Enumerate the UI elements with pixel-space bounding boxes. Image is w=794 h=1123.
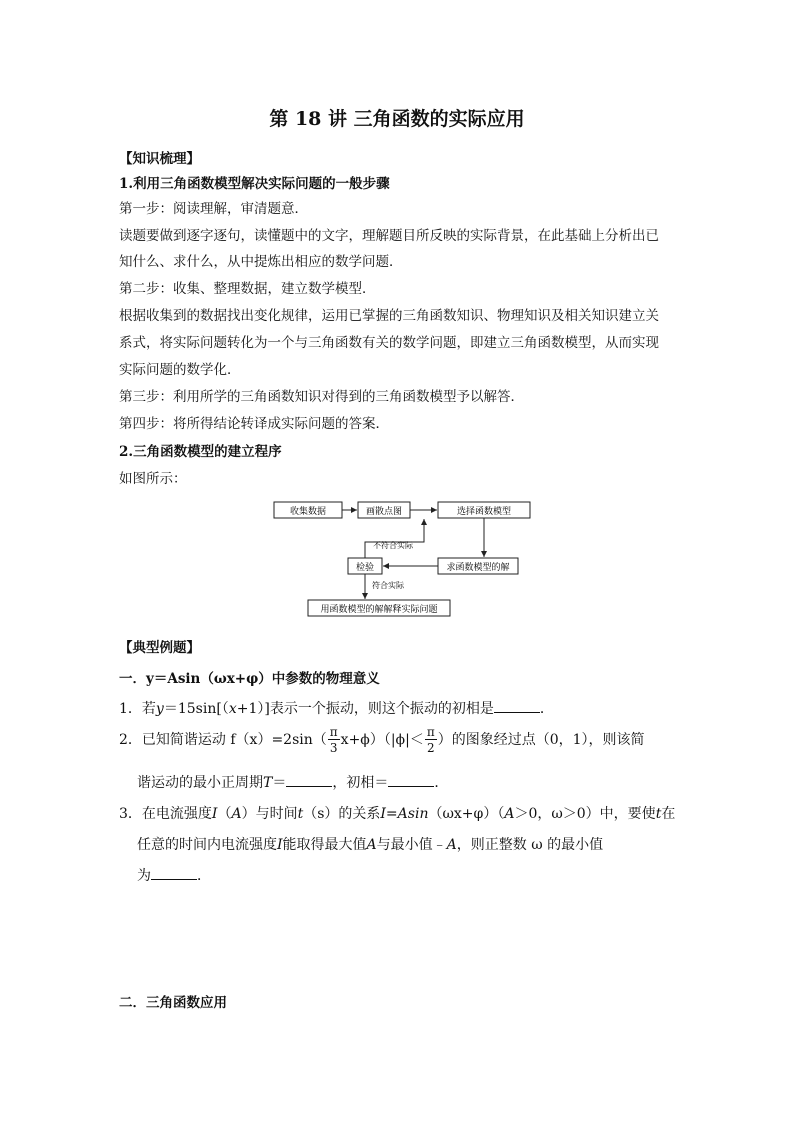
box-solve-model-label: 求函数模型的解 — [446, 563, 510, 573]
box-scatter-plot-label: 画散点图 — [365, 507, 403, 517]
question-2-line-2: 谐运动的最小正周期T＝ ，初相＝ ． — [137, 775, 449, 791]
knowledge-line: 知什么、求什么，从中提炼出相应的数学问题． — [119, 254, 403, 270]
box-explain-label: 用函数模型的解解释实际问题 — [320, 605, 438, 615]
box-choose-model-label: 选择函数模型 — [456, 507, 512, 517]
examples-part2-heading: 二．三角函数应用 — [119, 995, 227, 1011]
page-title: 第 18 讲 三角函数的实际应用 — [269, 108, 525, 130]
examples-part1-heading: 一．y＝Asin（ωx+φ）中参数的物理意义 — [119, 671, 380, 687]
flowchart — [260, 492, 550, 624]
fraction-pi-over-3: $\frac{\pi}{3}$ — [329, 725, 338, 755]
box-collect-data-label: 收集数据 — [289, 507, 327, 517]
knowledge-subheading-2: 2.三角函数模型的建立程序 — [119, 444, 282, 460]
knowledge-line: 第二步：收集、整理数据，建立数学模型． — [119, 281, 376, 297]
knowledge-line: 根据收集到的数据找出变化规律，运用已掌握的三角函数知识、物理知识及相关知识建立关 — [119, 308, 659, 324]
answer-blank — [388, 774, 434, 787]
knowledge-line: 第一步：阅读理解，审清题意． — [119, 201, 308, 217]
fraction-pi-over-2: $\frac{\pi}{2}$ — [426, 725, 435, 755]
label-not-fit: 不符合实际 — [373, 541, 413, 550]
question-2: 2．已知简谐运动 f（x）=2sin（ $\frac{\pi}{3}$ x+ϕ）（|ϕ|＜ $\frac{\pi}{2}$ ）的图象经过点（0，1），则该简 — [119, 725, 645, 755]
box-check-label: 检验 — [355, 563, 375, 573]
label-fit: 符合实际 — [372, 581, 404, 590]
question-3-line-3: 为 ． — [137, 868, 211, 884]
knowledge-line: 实际问题的数学化． — [119, 362, 241, 378]
knowledge-line: 第四步：将所得结论转译成实际问题的答案． — [119, 416, 389, 432]
knowledge-line: 读题要做到逐字逐句，读懂题中的文字，理解题目所反映的实际背景，在此基础上分析出已 — [119, 228, 659, 244]
arrow-check-to-scatter — [365, 519, 424, 558]
question-3-line-2: 任意的时间内电流强度I能取得最大值A与最小值﹣A，则正整数 ω 的最小值 — [137, 837, 604, 853]
question-3: 3．在电流强度I（A）与时间t（s）的关系I=Asin（ωx+φ）（A＞0，ω＞0）中，要使t在 — [119, 806, 676, 822]
question-1: 1．若y＝15sin[（x+1）]表示一个振动，则这个振动的初相是 ． — [119, 701, 554, 717]
answer-blank — [151, 867, 197, 880]
answer-blank — [494, 700, 540, 713]
examples-heading: 【典型例题】 — [119, 640, 200, 656]
figure-intro: 如图所示： — [119, 471, 187, 487]
knowledge-line: 第三步：利用所学的三角函数知识对得到的三角函数模型予以解答． — [119, 389, 524, 405]
knowledge-subheading-1: 1.利用三角函数模型解决实际问题的一般步骤 — [119, 176, 390, 192]
knowledge-line: 系式，将实际问题转化为一个与三角函数有关的数学问题，即建立三角函数模型，从而实现 — [119, 335, 659, 351]
knowledge-heading: 【知识梳理】 — [119, 151, 200, 167]
answer-blank — [286, 774, 332, 787]
